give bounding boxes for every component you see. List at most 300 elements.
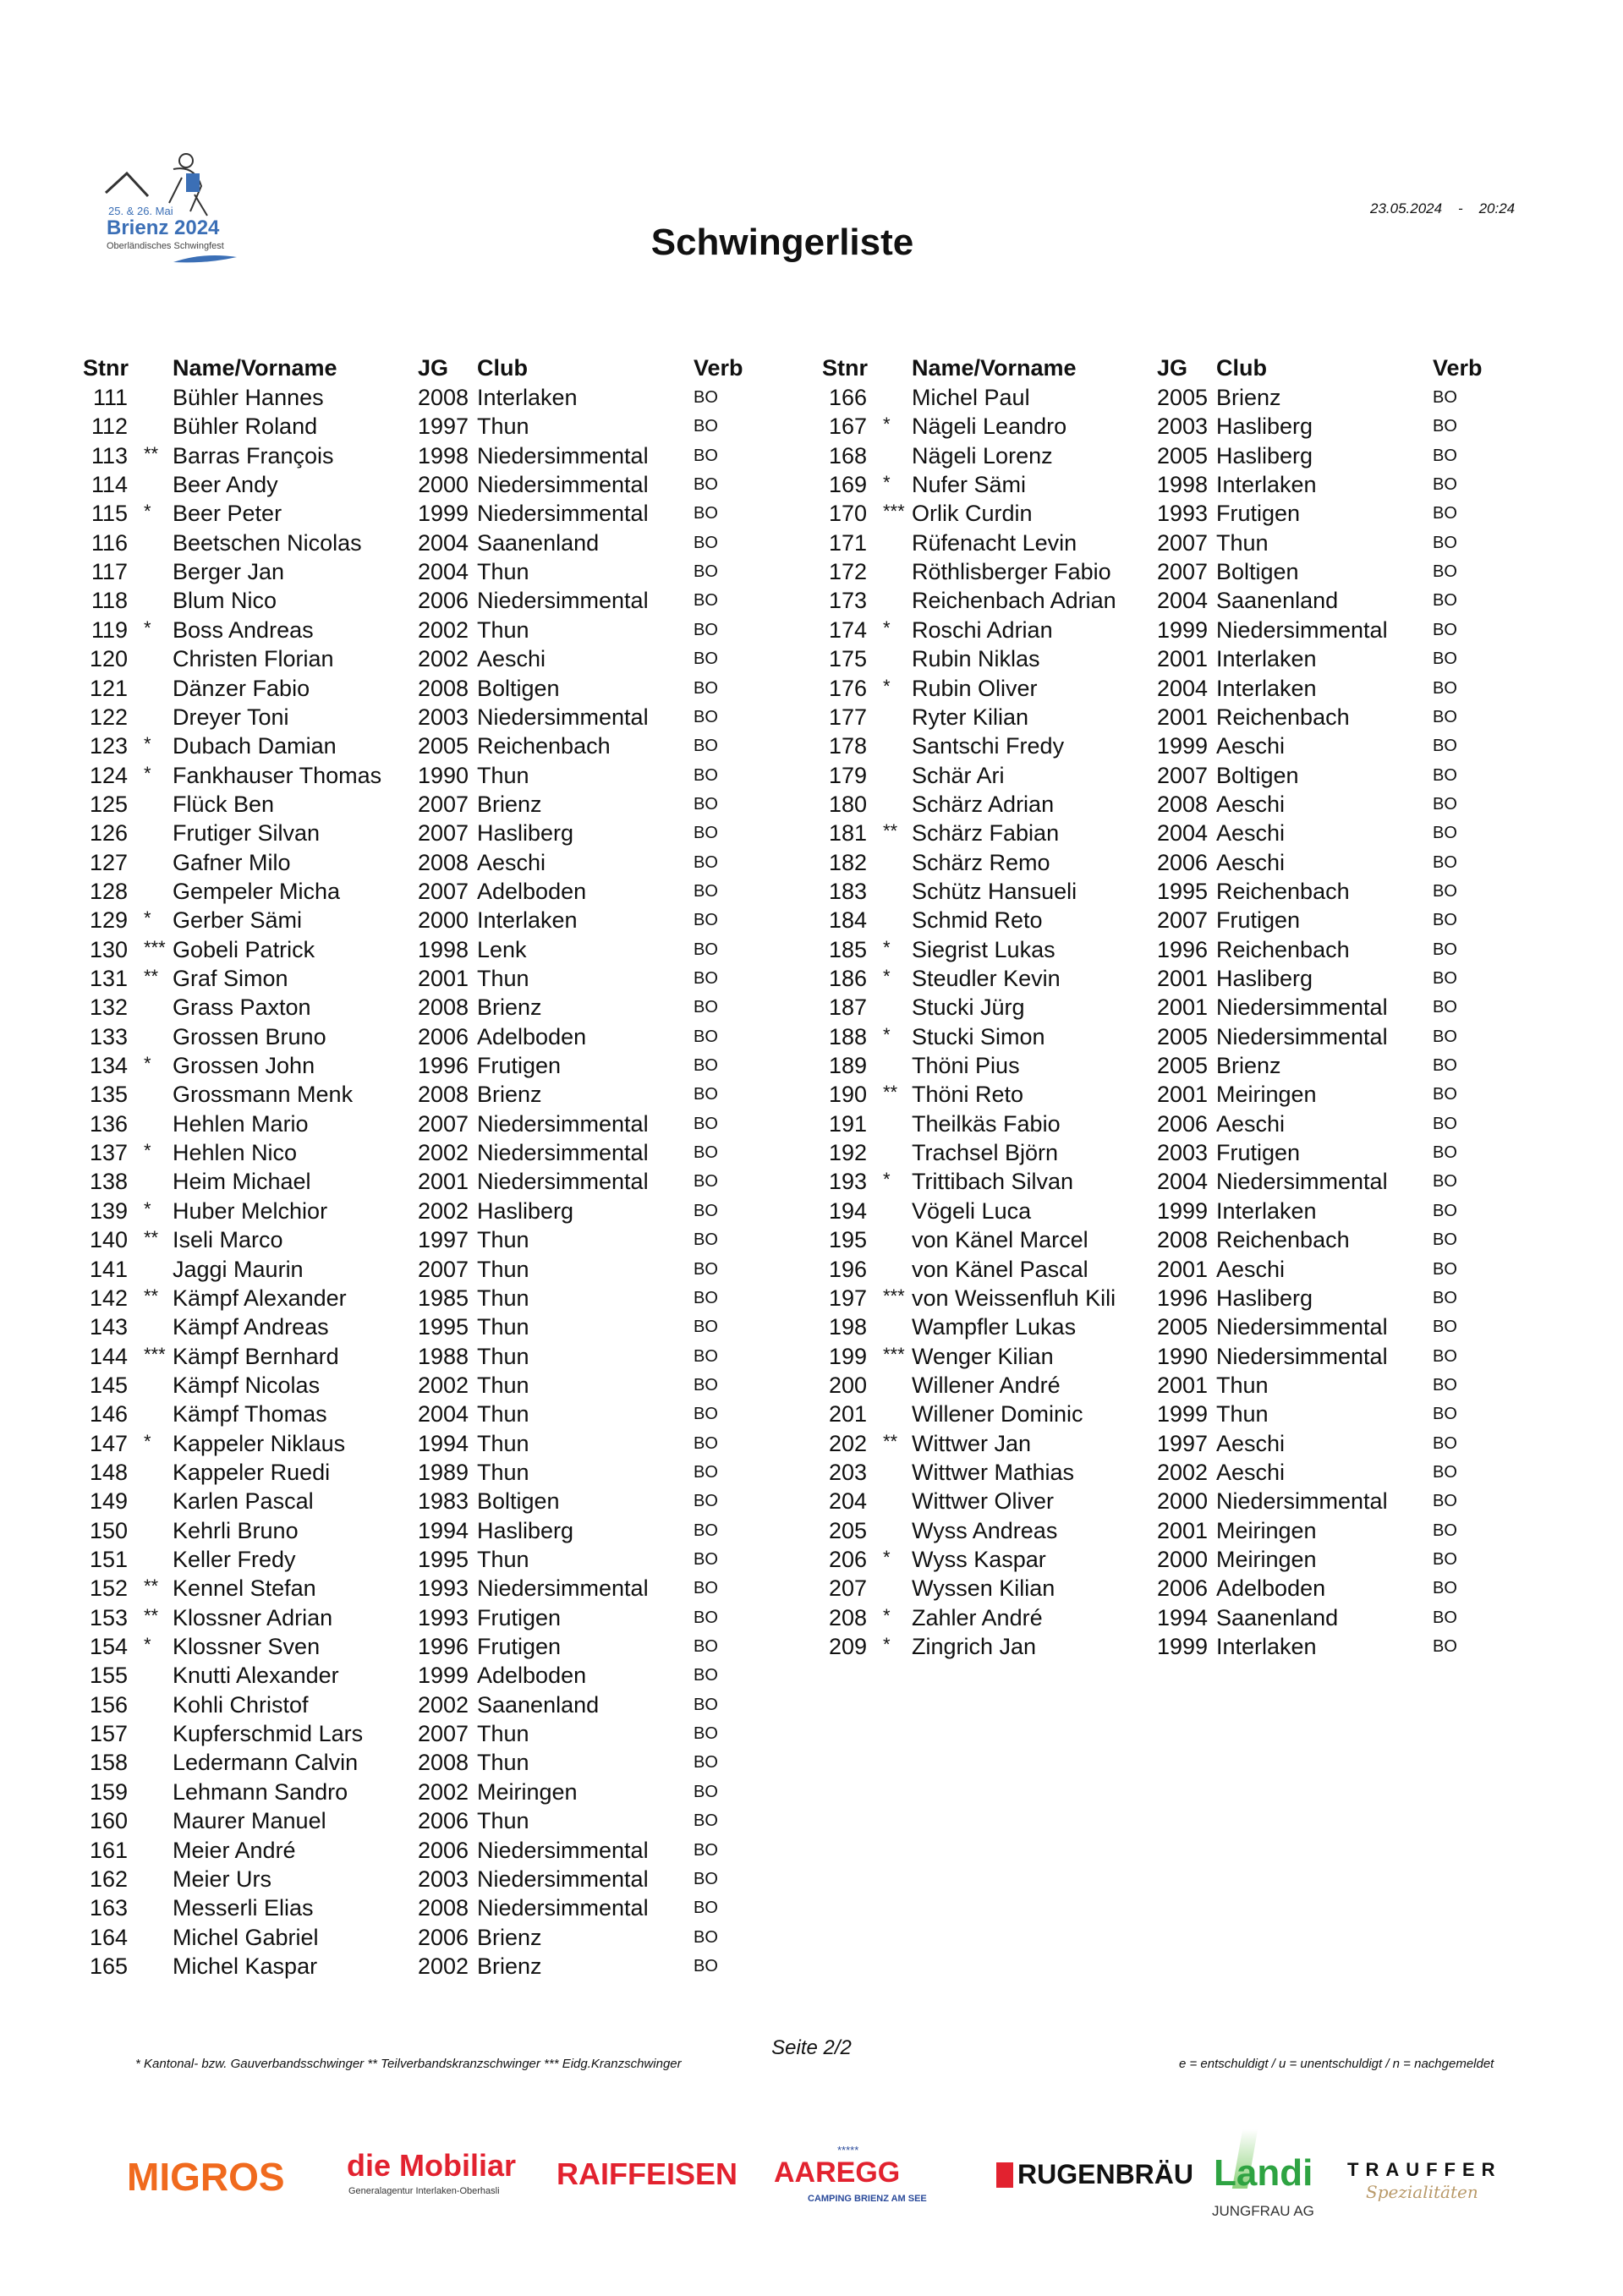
- birth-year: 1999: [418, 501, 469, 527]
- club: Boltigen: [1216, 762, 1299, 788]
- page-number: Seite 2/2: [771, 2036, 852, 2059]
- association: BO: [1433, 1318, 1457, 1337]
- association: BO: [694, 1637, 718, 1657]
- wreath-mark: ***: [144, 936, 166, 958]
- association: BO: [694, 1782, 718, 1801]
- club: Niedersimmental: [1216, 1314, 1388, 1340]
- wrestler-name: Hehlen Nico: [173, 1140, 298, 1166]
- start-number: 158: [90, 1750, 129, 1776]
- start-number: 123: [90, 733, 129, 759]
- column-header-jg: JG: [1157, 355, 1188, 381]
- birth-year: 2001: [1157, 646, 1209, 672]
- start-number: 170: [829, 501, 868, 527]
- club: Meiringen: [1216, 1082, 1317, 1108]
- birth-year: 2008: [1157, 1227, 1209, 1253]
- start-number: 154: [90, 1634, 129, 1660]
- start-number: 140: [90, 1227, 129, 1253]
- birth-year: 1998: [418, 442, 469, 469]
- wreath-mark: ***: [883, 501, 905, 523]
- birth-year: 2001: [1157, 1372, 1209, 1398]
- club: Meiringen: [477, 1778, 578, 1805]
- birth-year: 1999: [1157, 1634, 1209, 1660]
- wrestler-name: Blum Nico: [173, 588, 277, 614]
- birth-year: 2002: [418, 1140, 469, 1166]
- sponsor-rugenbraeu: RUGENBRÄU: [1017, 2159, 1193, 2189]
- birth-year: 1998: [418, 936, 469, 962]
- wrestler-name: Rubin Niklas: [912, 646, 1040, 672]
- start-number: 161: [90, 1837, 129, 1863]
- association: BO: [694, 707, 718, 726]
- wrestler-name: Heim Michael: [173, 1169, 311, 1195]
- wrestler-name: Gempeler Micha: [173, 878, 341, 904]
- birth-year: 2001: [418, 1169, 469, 1195]
- association: BO: [1433, 824, 1457, 843]
- association: BO: [694, 1695, 718, 1714]
- wrestler-name: Boss Andreas: [173, 616, 314, 643]
- association: BO: [1433, 1259, 1457, 1279]
- wrestler-name: Iseli Marco: [173, 1227, 283, 1253]
- association: BO: [1433, 1143, 1457, 1163]
- start-number: 171: [829, 529, 868, 556]
- birth-year: 1993: [1157, 501, 1209, 527]
- association: BO: [694, 1899, 718, 1918]
- sponsor-aaregg-sub: CAMPING BRIENZ AM SEE: [808, 2194, 927, 2204]
- association: BO: [694, 475, 718, 495]
- association: BO: [694, 1956, 718, 1975]
- club: Interlaken: [1216, 1197, 1317, 1224]
- birth-year: 2000: [1157, 1488, 1209, 1515]
- wrestler-name: Thöni Reto: [912, 1082, 1024, 1108]
- association: BO: [694, 1172, 718, 1192]
- start-number: 187: [829, 995, 868, 1021]
- club: Thun: [1216, 529, 1269, 556]
- wrestler-name: Gerber Sämi: [173, 907, 303, 934]
- club: Hasliberg: [477, 820, 574, 847]
- birth-year: 2001: [1157, 704, 1209, 730]
- sponsor-trauffer: TRAUFFER: [1347, 2159, 1502, 2180]
- association: BO: [1433, 1433, 1457, 1453]
- start-number: 172: [829, 559, 868, 585]
- association: BO: [694, 649, 718, 669]
- club: Thun: [477, 1256, 529, 1282]
- start-number: 155: [90, 1663, 129, 1689]
- birth-year: 1999: [1157, 733, 1209, 759]
- club: Thun: [477, 966, 529, 991]
- club: Thun: [477, 1721, 529, 1747]
- wrestler-name: Michel Kaspar: [173, 1953, 318, 1979]
- birth-year: 1996: [1157, 936, 1209, 962]
- wreath-mark: **: [144, 1227, 159, 1249]
- birth-year: 2005: [1157, 1023, 1209, 1049]
- association: BO: [1433, 1405, 1457, 1424]
- start-number: 148: [90, 1459, 129, 1485]
- wrestler-name: Kennel Stefan: [173, 1575, 316, 1602]
- wreath-mark: **: [883, 1082, 898, 1104]
- birth-year: 2003: [418, 1866, 469, 1892]
- wrestler-name: von Weissenfluh Kili: [912, 1285, 1116, 1311]
- birth-year: 2005: [1157, 1314, 1209, 1340]
- start-number: 145: [90, 1372, 129, 1398]
- birth-year: 1988: [418, 1343, 469, 1369]
- wreath-mark: *: [144, 1140, 151, 1162]
- start-number: 133: [90, 1023, 129, 1049]
- association: BO: [1433, 1579, 1457, 1598]
- wrestler-name: Dreyer Toni: [173, 704, 289, 730]
- start-number: 192: [829, 1140, 868, 1166]
- wrestler-name: Stucki Simon: [912, 1023, 1045, 1049]
- club: Aeschi: [1216, 1110, 1286, 1137]
- association: BO: [694, 1492, 718, 1511]
- wreath-mark: **: [144, 1604, 159, 1626]
- start-number: 134: [90, 1053, 129, 1079]
- birth-year: 2002: [418, 616, 469, 643]
- logo-subtitle: Oberländisches Schwingfest: [107, 241, 224, 251]
- wrestler-name: Christen Florian: [173, 646, 334, 672]
- wrestler-name: Wittwer Jan: [912, 1430, 1032, 1456]
- start-number: 116: [90, 529, 128, 556]
- wrestler-name: Grossen John: [173, 1053, 315, 1079]
- birth-year: 1990: [418, 762, 469, 788]
- birth-year: 2008: [418, 849, 469, 875]
- birth-year: 2006: [418, 1837, 469, 1863]
- association: BO: [1433, 998, 1457, 1017]
- wreath-mark: *: [883, 675, 891, 697]
- birth-year: 2008: [418, 1895, 469, 1921]
- start-number: 128: [90, 878, 129, 904]
- start-number: 185: [829, 936, 868, 962]
- wreath-mark: *: [883, 1604, 891, 1626]
- start-number: 165: [90, 1953, 129, 1979]
- club: Hasliberg: [1216, 966, 1313, 991]
- wrestler-name: Bühler Roland: [173, 414, 318, 440]
- start-number: 197: [829, 1285, 868, 1311]
- start-number: 208: [829, 1604, 868, 1630]
- sponsor-landi-sub: JUNGFRAU AG: [1212, 2203, 1314, 2219]
- wrestler-name: Dänzer Fabio: [173, 675, 310, 701]
- start-number: 189: [829, 1053, 868, 1079]
- association: BO: [694, 1405, 718, 1424]
- club: Aeschi: [1216, 733, 1286, 759]
- wrestler-name: Ledermann Calvin: [173, 1750, 359, 1776]
- club: Aeschi: [1216, 1430, 1286, 1456]
- association: BO: [694, 1318, 718, 1337]
- birth-year: 1983: [418, 1488, 469, 1515]
- club: Niedersimmental: [477, 472, 649, 498]
- club: Thun: [477, 762, 529, 788]
- wrestler-name: Frutiger Silvan: [173, 820, 321, 847]
- wrestler-name: Berger Jan: [173, 559, 285, 585]
- club: Thun: [477, 1372, 529, 1398]
- birth-year: 2008: [418, 1082, 469, 1108]
- start-number: 184: [829, 907, 868, 934]
- wrestler-name: Meier André: [173, 1837, 296, 1863]
- club: Thun: [1216, 1401, 1269, 1427]
- association: BO: [694, 1753, 718, 1773]
- start-number: 149: [90, 1488, 129, 1515]
- birth-year: 2003: [1157, 414, 1209, 440]
- association: BO: [1433, 852, 1457, 872]
- sponsor-trauffer-sub: Spezialitäten: [1366, 2182, 1478, 2202]
- association: BO: [1433, 765, 1457, 785]
- start-number: 186: [829, 966, 868, 991]
- club: Hasliberg: [1216, 1285, 1313, 1311]
- birth-year: 2001: [1157, 1256, 1209, 1282]
- start-number: 196: [829, 1256, 868, 1282]
- birth-year: 1994: [418, 1517, 469, 1543]
- association: BO: [694, 1346, 718, 1366]
- birth-year: 2008: [418, 675, 469, 701]
- birth-year: 1997: [1157, 1430, 1209, 1456]
- wreath-mark: *: [144, 1053, 151, 1075]
- association: BO: [1433, 504, 1457, 523]
- start-number: 200: [829, 1372, 868, 1398]
- legend-stars: * Kantonal- bzw. Gauverbandsschwinger ** Teilverbandskranzschwinger *** Eidg.Kranzschwinger: [135, 2057, 682, 2071]
- club: Aeschi: [477, 646, 546, 672]
- wreath-mark: *: [883, 1169, 891, 1191]
- association: BO: [1433, 649, 1457, 669]
- start-number: 181: [829, 820, 868, 847]
- birth-year: 2002: [418, 1778, 469, 1805]
- birth-year: 2002: [418, 1372, 469, 1398]
- wrestler-name: Michel Gabriel: [173, 1924, 319, 1950]
- birth-year: 2007: [1157, 559, 1209, 585]
- club: Aeschi: [1216, 849, 1286, 875]
- start-number: 167: [829, 414, 868, 440]
- birth-year: 2007: [1157, 529, 1209, 556]
- birth-year: 2008: [418, 1750, 469, 1776]
- start-number: 198: [829, 1314, 868, 1340]
- club: Interlaken: [1216, 472, 1317, 498]
- birth-year: 2006: [1157, 1575, 1209, 1602]
- club: Hasliberg: [1216, 442, 1313, 469]
- wrestler-name: Wyss Andreas: [912, 1517, 1058, 1543]
- birth-year: 2001: [1157, 1082, 1209, 1108]
- start-number: 119: [90, 616, 128, 643]
- association: BO: [1433, 562, 1457, 582]
- column-header-club: Club: [1216, 355, 1267, 381]
- start-number: 138: [90, 1169, 129, 1195]
- print-timestamp: [1370, 200, 1515, 217]
- association: BO: [1433, 1027, 1457, 1046]
- legend-status: e = entschuldigt / u = unentschuldigt / n = nachgemeldet: [1179, 2057, 1494, 2071]
- start-number: 205: [829, 1517, 868, 1543]
- column-header-jg: JG: [418, 355, 449, 381]
- start-number: 199: [829, 1343, 868, 1369]
- start-number: 204: [829, 1488, 868, 1515]
- wrestler-name: Grass Paxton: [173, 995, 311, 1021]
- club: Interlaken: [1216, 1634, 1317, 1660]
- sponsor-aaregg-stars: *****: [837, 2144, 859, 2156]
- birth-year: 2005: [418, 733, 469, 759]
- association: BO: [1433, 678, 1457, 698]
- wrestler-name: Fankhauser Thomas: [173, 762, 382, 788]
- start-number: 132: [90, 995, 129, 1021]
- club: Niedersimmental: [477, 1110, 649, 1137]
- start-number: 143: [90, 1314, 129, 1340]
- association: BO: [694, 998, 718, 1017]
- wreath-mark: *: [144, 616, 151, 638]
- club: Niedersimmental: [477, 442, 649, 469]
- birth-year: 1996: [418, 1053, 469, 1079]
- start-number: 114: [90, 472, 128, 498]
- start-number: 118: [90, 588, 128, 614]
- association: BO: [694, 1085, 718, 1104]
- birth-year: 2000: [1157, 1547, 1209, 1572]
- start-number: 147: [90, 1430, 129, 1456]
- birth-year: 2004: [1157, 588, 1209, 614]
- logo-date: 25. & 26. Mai: [108, 205, 173, 217]
- association: BO: [694, 591, 718, 611]
- start-number: 190: [829, 1082, 868, 1108]
- wrestler-name: Dubach Damian: [173, 733, 337, 759]
- start-number: 160: [90, 1808, 129, 1834]
- club: Meiringen: [1216, 1517, 1317, 1543]
- association: BO: [694, 533, 718, 552]
- wrestler-name: Kohli Christof: [173, 1691, 309, 1718]
- birth-year: 2001: [1157, 966, 1209, 991]
- birth-year: 2006: [418, 1924, 469, 1950]
- wrestler-name: Wyssen Kilian: [912, 1575, 1055, 1602]
- association: BO: [694, 620, 718, 639]
- club: Aeschi: [1216, 791, 1286, 817]
- start-number: 177: [829, 704, 868, 730]
- club: Frutigen: [1216, 907, 1301, 934]
- wrestler-name: Michel Paul: [912, 385, 1030, 410]
- wrestler-name: Grossen Bruno: [173, 1023, 326, 1049]
- wreath-mark: *: [883, 1023, 891, 1045]
- wreath-mark: *: [883, 1547, 891, 1568]
- wrestler-name: Nägeli Lorenz: [912, 442, 1053, 469]
- association: BO: [694, 562, 718, 582]
- association: BO: [1433, 475, 1457, 495]
- club: Niedersimmental: [477, 704, 649, 730]
- association: BO: [1433, 1172, 1457, 1192]
- wrestler-name: Stucki Jürg: [912, 995, 1025, 1021]
- association: BO: [1433, 1462, 1457, 1482]
- sponsor-raiffeisen: RAIFFEISEN: [557, 2156, 738, 2191]
- birth-year: 1995: [1157, 878, 1209, 904]
- association: BO: [694, 881, 718, 901]
- wreath-mark: *: [144, 762, 151, 784]
- association: BO: [694, 1230, 718, 1250]
- wrestler-name: Jaggi Maurin: [173, 1256, 304, 1282]
- start-number: 141: [90, 1256, 129, 1282]
- club: Thun: [477, 1459, 529, 1485]
- column-header-stnr: Stnr: [83, 355, 129, 381]
- birth-year: 2007: [418, 1256, 469, 1282]
- wreath-mark: *: [883, 966, 891, 987]
- birth-year: 2005: [1157, 385, 1209, 410]
- sponsor-landi: Landi: [1214, 2152, 1313, 2194]
- association: BO: [694, 1143, 718, 1163]
- wreath-mark: ***: [883, 1285, 905, 1307]
- birth-year: 1996: [1157, 1285, 1209, 1311]
- start-number: 111: [92, 385, 128, 410]
- wrestler-name: Siegrist Lukas: [912, 936, 1055, 962]
- birth-year: 1999: [1157, 1197, 1209, 1224]
- club: Niedersimmental: [1216, 1023, 1388, 1049]
- association: BO: [694, 1288, 718, 1307]
- association: BO: [694, 969, 718, 988]
- birth-year: 1999: [1157, 1401, 1209, 1427]
- club: Reichenbach: [1216, 1227, 1350, 1253]
- association: BO: [694, 1927, 718, 1947]
- birth-year: 2008: [418, 385, 469, 410]
- wrestler-name: Kämpf Andreas: [173, 1314, 329, 1340]
- association: BO: [1433, 388, 1457, 407]
- birth-year: 2001: [1157, 1517, 1209, 1543]
- wreath-mark: **: [883, 820, 898, 842]
- association: BO: [1433, 1637, 1457, 1657]
- start-number: 175: [829, 646, 868, 672]
- wrestler-name: Huber Melchior: [173, 1197, 328, 1224]
- start-number: 201: [829, 1401, 868, 1427]
- start-number: 166: [829, 385, 868, 410]
- print-time: 20:24: [1478, 200, 1516, 216]
- wrestler-name: Kämpf Alexander: [173, 1285, 347, 1311]
- wrestler-name: Orlik Curdin: [912, 501, 1033, 527]
- start-number: 112: [90, 414, 128, 440]
- club: Niedersimmental: [1216, 1169, 1388, 1195]
- birth-year: 1998: [1157, 472, 1209, 498]
- start-number: 151: [90, 1547, 129, 1572]
- birth-year: 2001: [1157, 995, 1209, 1021]
- birth-year: 2004: [1157, 820, 1209, 847]
- wrestler-name: von Känel Marcel: [912, 1227, 1088, 1253]
- column-header-name: Name/Vorname: [173, 355, 337, 381]
- association: BO: [694, 911, 718, 930]
- wrestler-name: Knutti Alexander: [173, 1663, 339, 1689]
- birth-year: 2006: [418, 1023, 469, 1049]
- start-number: 113: [90, 442, 128, 469]
- club: Niedersimmental: [477, 1169, 649, 1195]
- sponsor-mobiliar: die Mobiliar: [347, 2148, 517, 2183]
- association: BO: [694, 794, 718, 814]
- start-number: 183: [829, 878, 868, 904]
- wrestler-name: Schärz Adrian: [912, 791, 1055, 817]
- start-number: 195: [829, 1227, 868, 1253]
- club: Brienz: [1216, 385, 1281, 410]
- start-number: 156: [90, 1691, 129, 1718]
- wrestler-name: Kämpf Bernhard: [173, 1343, 339, 1369]
- wrestler-name: Wittwer Mathias: [912, 1459, 1075, 1485]
- birth-year: 2006: [418, 1808, 469, 1834]
- birth-year: 2005: [1157, 1053, 1209, 1079]
- association: BO: [1433, 940, 1457, 959]
- club: Niedersimmental: [1216, 995, 1388, 1021]
- wrestler-name: Meier Urs: [173, 1866, 272, 1892]
- association: BO: [1433, 794, 1457, 814]
- birth-year: 2001: [418, 966, 469, 991]
- club: Thun: [1216, 1372, 1269, 1398]
- wrestler-name: Roschi Adrian: [912, 616, 1053, 643]
- wrestler-name: Wittwer Oliver: [912, 1488, 1054, 1515]
- start-number: 130: [90, 936, 129, 962]
- club: Thun: [477, 1430, 529, 1456]
- association: BO: [694, 678, 718, 698]
- club: Thun: [477, 1314, 529, 1340]
- wrestler-name: Bühler Hannes: [173, 385, 324, 410]
- club: Niedersimmental: [1216, 616, 1388, 643]
- column-header-club: Club: [477, 355, 528, 381]
- association: BO: [694, 1056, 718, 1076]
- start-number: 146: [90, 1401, 129, 1427]
- birth-year: 2004: [418, 529, 469, 556]
- club: Hasliberg: [477, 1197, 574, 1224]
- association: BO: [1433, 591, 1457, 611]
- club: Aeschi: [1216, 820, 1286, 847]
- start-number: 153: [90, 1604, 129, 1630]
